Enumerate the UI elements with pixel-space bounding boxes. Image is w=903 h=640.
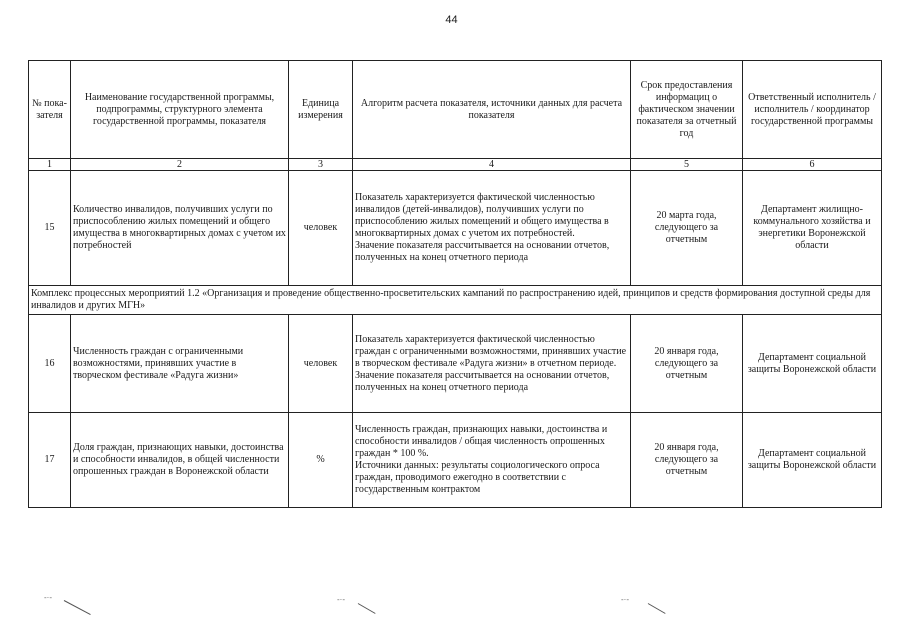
column-number: 4 xyxy=(353,159,631,171)
scan-artifact: -·- xyxy=(44,593,52,602)
indicator-unit: человек xyxy=(289,171,353,286)
section-heading: Комплекс процессных мероприятий 1.2 «Организация и проведение общественно-просветительских кампаний по распространению идей, принципов и средств формирования доступной среды для инвалидов и других МГН» xyxy=(29,286,882,315)
table-header-row xyxy=(29,61,882,159)
table-row xyxy=(29,413,882,508)
column-number: 2 xyxy=(71,159,289,171)
indicator-responsible: Департамент жилищно-коммунального хозяйства и энергетики Воронежской области xyxy=(743,171,882,286)
column-header: Наименование государственной программы, подпрограммы, структурного элемента государственной программы, показателя xyxy=(71,61,289,159)
indicator-deadline: 20 января года, следующего за отчетным xyxy=(631,413,743,508)
section-heading-row xyxy=(29,286,882,315)
indicator-algorithm: Показатель характеризуется фактической численностью граждан с ограниченными возможностями, принявших участие в творческом фестивале «Радуга жизни» в отчетном периоде. Значение показателя рассчитывается на основании отчетов, полученных на конец отчетного периода xyxy=(353,315,631,413)
column-number: 6 xyxy=(743,159,882,171)
scan-artifact xyxy=(648,603,666,614)
scan-artifact xyxy=(358,603,376,614)
column-header: Единица измерения xyxy=(289,61,353,159)
indicator-number: 16 xyxy=(29,315,71,413)
indicator-unit: % xyxy=(289,413,353,508)
column-number-row xyxy=(29,159,882,171)
indicator-algorithm: Показатель характеризуется фактической численностью инвалидов (детей-инвалидов), получивших услуги по приспособлению жилых помещений и общего имущества в многоквартирных домах с учетом их потребностей. Значение показателя рассчитывается на основании отчетов, полученных на конец отчетного периода xyxy=(353,171,631,286)
indicator-name: Доля граждан, признающих навыки, достоинства и способности инвалидов, в общей численности опрошенных граждан в Воронежской области xyxy=(71,413,289,508)
table-row xyxy=(29,171,882,286)
indicator-number: 17 xyxy=(29,413,71,508)
column-number: 1 xyxy=(29,159,71,171)
column-number: 5 xyxy=(631,159,743,171)
scan-artifact xyxy=(64,600,91,615)
indicator-number: 15 xyxy=(29,171,71,286)
column-header: № пока-зателя xyxy=(29,61,71,159)
table-row xyxy=(29,315,882,413)
indicator-algorithm: Численность граждан, признающих навыки, достоинства и способности инвалидов / общая численность опрошенных граждан * 100 %. Источники данных: результаты социологического опроса граждан, проводимого ежегодно в соответствии с государственным контрактом xyxy=(353,413,631,508)
indicator-unit: человек xyxy=(289,315,353,413)
indicator-name: Количество инвалидов, получивших услуги по приспособлению жилых помещений и общего имущества в многоквартирных домах с учетом их потребностей xyxy=(71,171,289,286)
column-number: 3 xyxy=(289,159,353,171)
indicator-responsible: Департамент социальной защиты Воронежской области xyxy=(743,315,882,413)
column-header: Алгоритм расчета показателя, источники данных для расчета показателя xyxy=(353,61,631,159)
page-number: 44 xyxy=(445,14,458,26)
scan-artifact: -·- xyxy=(337,595,345,604)
indicator-deadline: 20 января года, следующего за отчетным xyxy=(631,315,743,413)
column-header: Срок предоставления информациц о фактическом значении показателя за отчетный год xyxy=(631,61,743,159)
column-header: Ответственный исполнитель / исполнитель / координатор государственной программы xyxy=(743,61,882,159)
indicators-table xyxy=(28,60,882,508)
indicator-deadline: 20 марта года, следующего за отчетным xyxy=(631,171,743,286)
indicator-responsible: Департамент социальной защиты Воронежской области xyxy=(743,413,882,508)
indicator-name: Численность граждан с ограниченными возможностями, принявших участие в творческом фестивале «Радуга жизни» xyxy=(71,315,289,413)
scan-artifact: -·- xyxy=(621,595,629,604)
